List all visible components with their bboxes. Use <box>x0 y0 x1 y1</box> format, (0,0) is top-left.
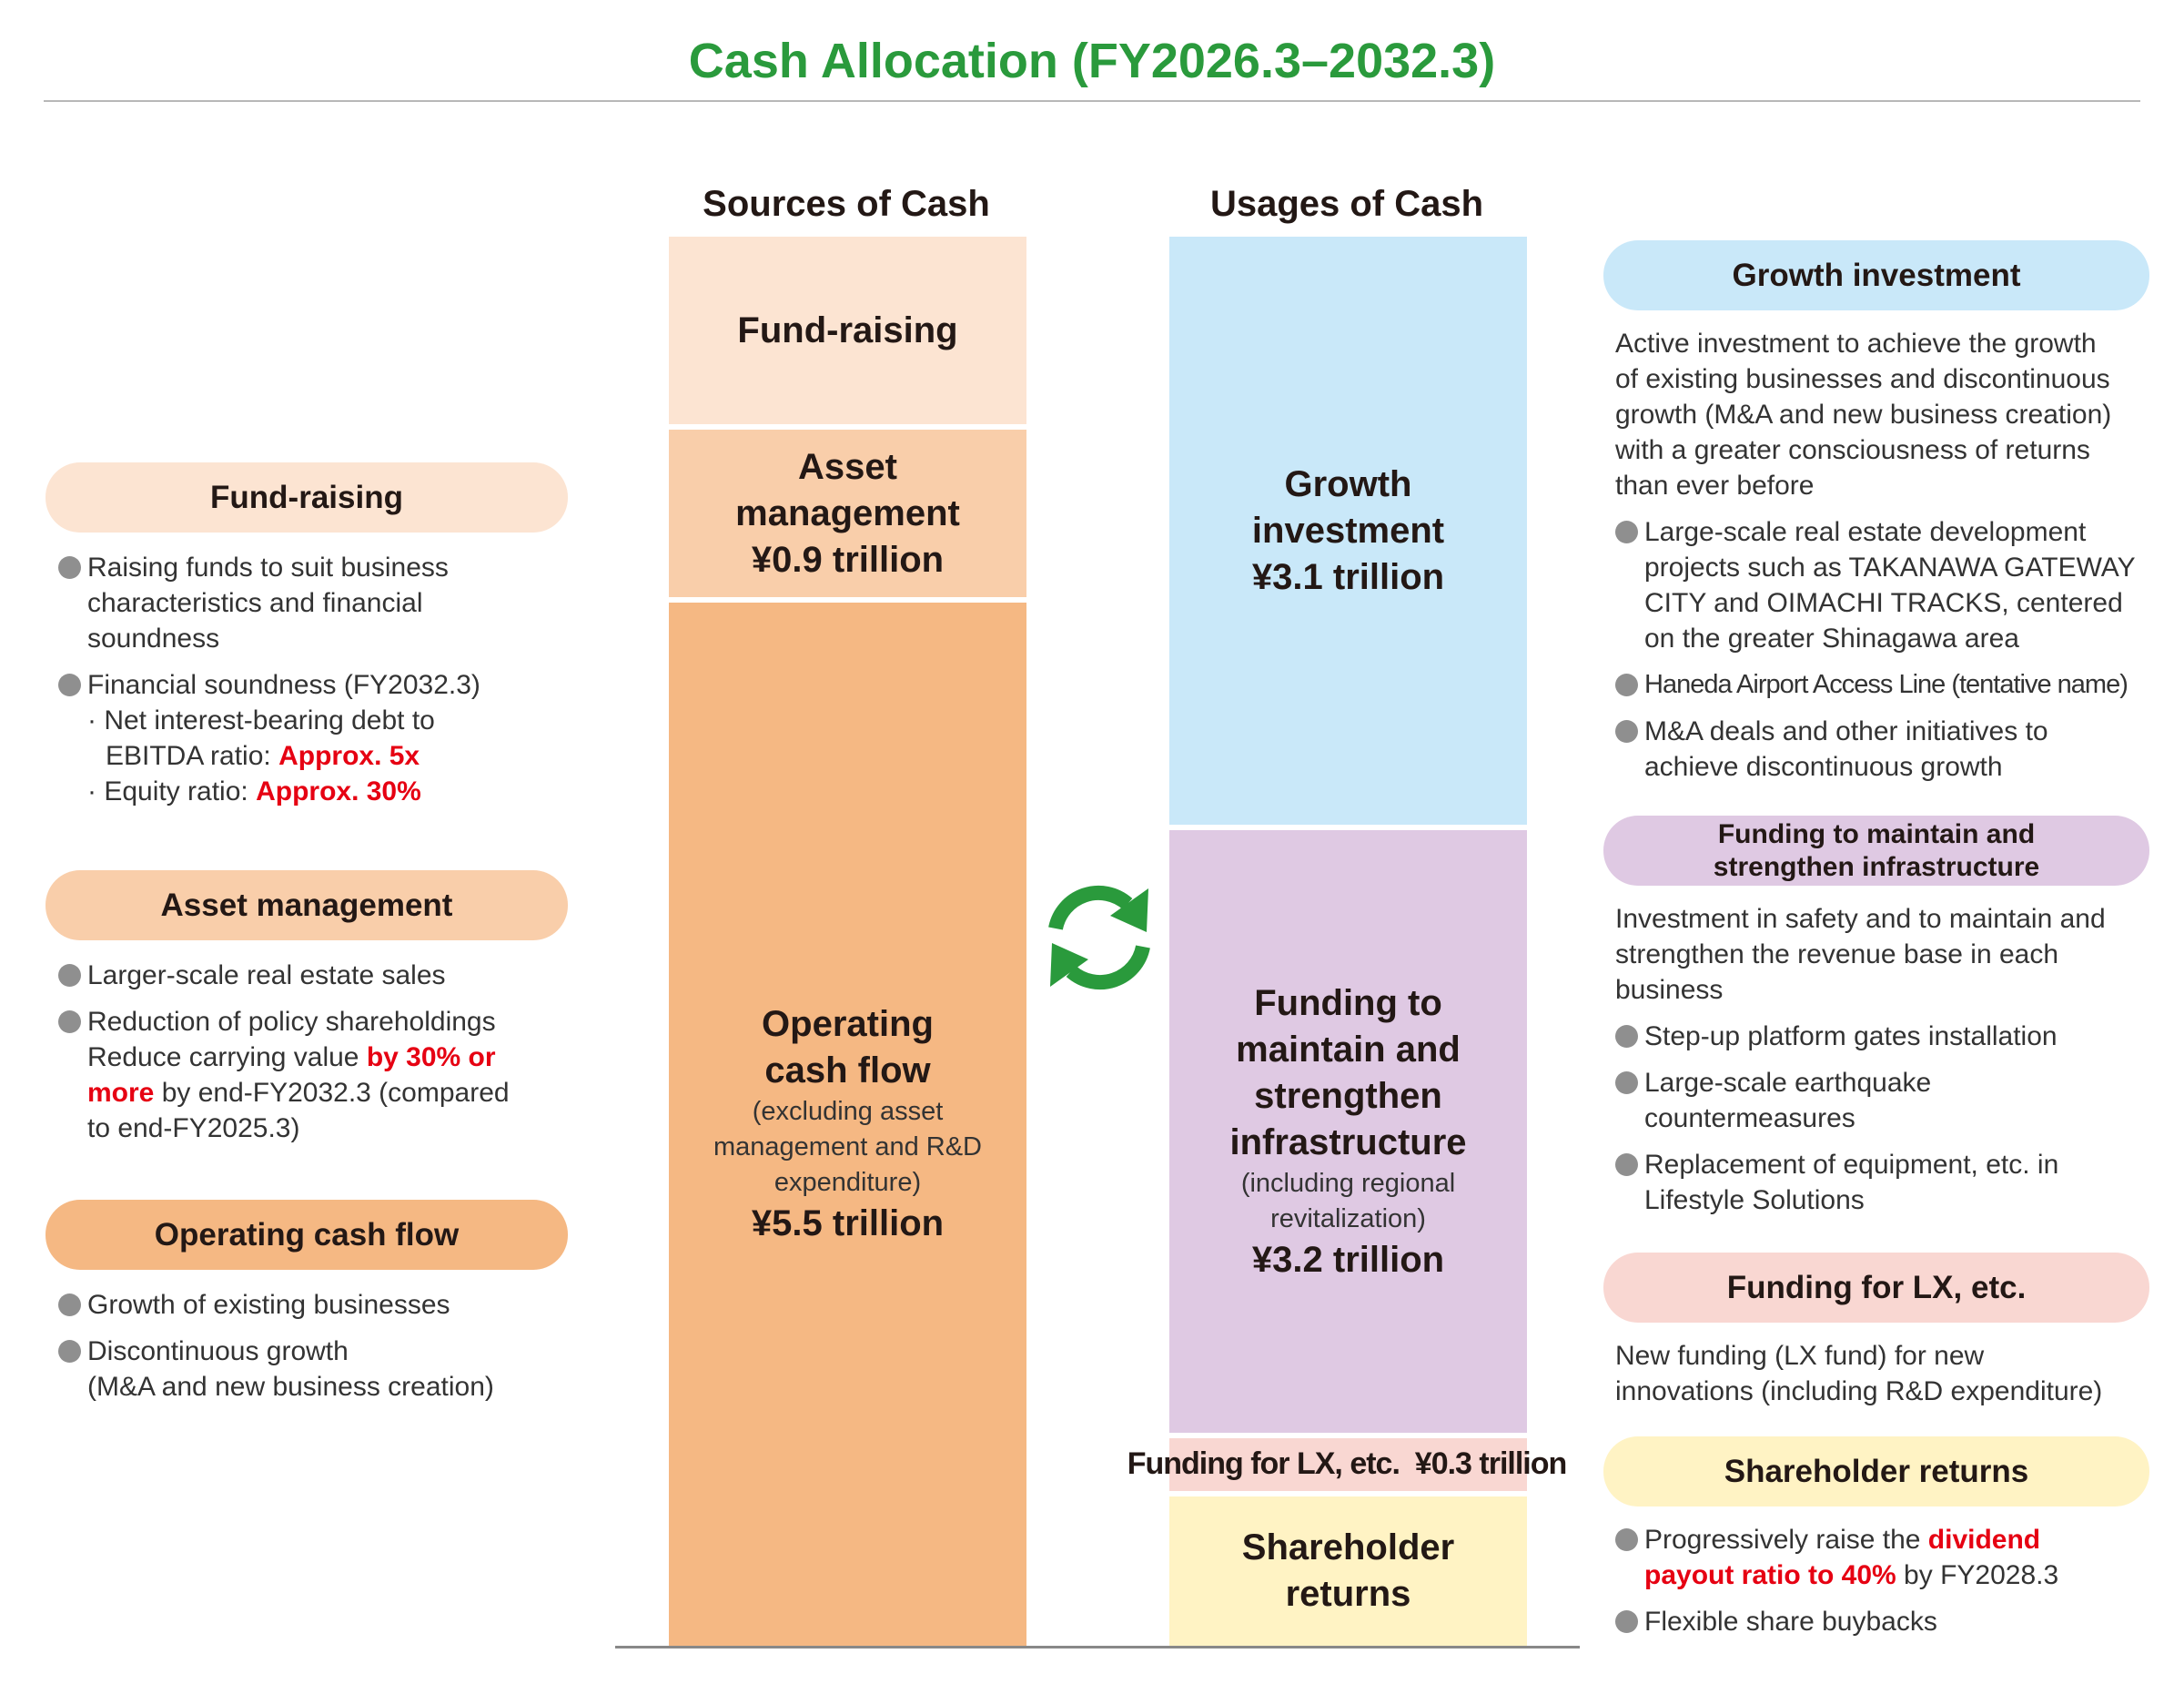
right-growth-header: Growth investment <box>1603 240 2149 310</box>
text-line: Financial soundness (FY2032.3) <box>87 670 480 700</box>
text-line: on the greater Shinagawa area <box>1644 624 2019 654</box>
text-line: Discontinuous growth <box>87 1336 349 1366</box>
right-growth-body <box>1615 326 2152 785</box>
bullet-dot-icon <box>58 1340 81 1363</box>
text-line: than ever before <box>1615 471 1815 501</box>
bullet-dot-icon <box>1615 1071 1638 1094</box>
text-span: · Equity ratio: <box>87 776 257 806</box>
sources-asset-line1: Asset <box>798 446 897 487</box>
right-growth-bullet-2 <box>1615 667 2152 703</box>
bullet-dot-icon <box>1615 720 1638 743</box>
bullet-dot-icon <box>58 964 81 987</box>
highlight-dividend: payout ratio to 40% <box>1644 1560 1896 1590</box>
sources-operating-cf-block <box>669 603 1026 1646</box>
text-line <box>87 1040 568 1075</box>
bullet-dot-icon <box>1615 1025 1638 1048</box>
left-ocf-bullet-1 <box>58 1287 568 1323</box>
usages-infra-note1: (including regional <box>1240 1168 1456 1198</box>
text-line: projects such as TAKANAWA GATEWAY <box>1644 553 2136 583</box>
bullet-dot-icon <box>1615 1153 1638 1176</box>
sources-asset-amount: ¥0.9 trillion <box>751 539 945 580</box>
text-line <box>87 738 568 774</box>
text-line: strengthen the revenue base in each <box>1615 939 2059 969</box>
left-asset-bullet-1 <box>58 958 568 993</box>
text-line: achieve discontinuous growth <box>1644 752 2003 782</box>
sources-ocf-note2: management and R&D <box>713 1132 982 1162</box>
sources-ocf-line2: cash flow <box>764 1050 931 1091</box>
bullet-dot-icon <box>58 556 81 579</box>
usages-shareholder-block <box>1169 1496 1527 1646</box>
right-infra-header <box>1603 816 2149 886</box>
text-line: Reduction of policy shareholdings <box>87 1007 496 1037</box>
sources-asset-management-block <box>669 430 1026 597</box>
bullet-dot-icon <box>1615 1528 1638 1551</box>
usages-infra-line2: maintain and <box>1236 1029 1461 1070</box>
sources-fund-raising-block <box>669 237 1026 424</box>
usages-growth-line2: investment <box>1251 510 1445 551</box>
sources-asset-line2: management <box>735 492 960 533</box>
usages-shareholder-line2: returns <box>1285 1574 1411 1614</box>
text-span: by end-FY2032.3 (compared <box>154 1078 510 1108</box>
bullet-dot-icon <box>1615 1610 1638 1633</box>
left-fund-raising-bullet-1 <box>58 550 568 656</box>
sources-ocf-note3: expenditure) <box>774 1168 922 1197</box>
text-line: Flexible share buybacks <box>1644 1607 1937 1637</box>
text-line: characteristics and financial <box>87 588 423 618</box>
usages-heading: Usages of Cash <box>1209 184 1484 224</box>
right-growth-bullet-3 <box>1615 714 2152 785</box>
baseline-divider <box>615 1646 1580 1648</box>
sources-fund-raising-label: Fund-raising <box>737 309 958 350</box>
left-fund-raising-bullet-2 <box>58 667 568 809</box>
highlight-reduction: more <box>87 1078 155 1108</box>
sources-heading: Sources of Cash <box>703 184 990 224</box>
usages-shareholder-line1: Shareholder <box>1241 1527 1455 1567</box>
right-shareholder-header: Shareholder returns <box>1603 1436 2149 1506</box>
text-line: Large-scale real estate development <box>1644 517 2087 547</box>
text-line: Raising funds to suit business <box>87 553 449 583</box>
right-shareholder-bullet-1 <box>1615 1522 2152 1593</box>
text-span: by FY2028.3 <box>1896 1560 2059 1590</box>
highlight-debt-ratio: Approx. 5x <box>278 741 420 771</box>
text-line: Haneda Airport Access Line (tentative name) <box>1644 670 2128 699</box>
sources-ocf-amount: ¥5.5 trillion <box>751 1203 945 1243</box>
title-divider <box>44 100 2140 102</box>
text-line: Active investment to achieve the growth <box>1615 329 2097 359</box>
text-line <box>1644 1557 2152 1593</box>
text-line: countermeasures <box>1644 1103 1855 1133</box>
sources-ocf-note1: (excluding asset <box>752 1097 944 1126</box>
bullet-dot-icon <box>58 674 81 696</box>
text-line: Investment in safety and to maintain and <box>1615 904 2106 934</box>
page-title: Cash Allocation (FY2026.3–2032.3) <box>688 34 1496 88</box>
usages-infra-line3: strengthen <box>1254 1075 1442 1116</box>
text-line: to end-FY2025.3) <box>87 1113 300 1143</box>
text-line: M&A deals and other initiatives to <box>1644 716 2048 746</box>
text-span: EBITDA ratio: <box>106 741 279 771</box>
left-fund-raising-header: Fund-raising <box>46 462 568 533</box>
right-infra-bullet-1 <box>1615 1019 2152 1054</box>
left-operating-cf-header: Operating cash flow <box>46 1200 568 1270</box>
right-infra-bullet-3 <box>1615 1147 2152 1218</box>
bullet-dot-icon <box>58 1293 81 1316</box>
bullet-dot-icon <box>1615 521 1638 543</box>
header-line: strengthen infrastructure <box>1713 851 2040 882</box>
right-shareholder-body <box>1615 1511 2152 1639</box>
right-lx-header: Funding for LX, etc. <box>1603 1253 2149 1323</box>
text-line: innovations (including R&D expenditure) <box>1615 1376 2103 1406</box>
left-fund-raising-body <box>58 539 568 809</box>
usages-infra-block <box>1169 830 1527 1433</box>
usages-infra-note2: revitalization) <box>1270 1203 1426 1233</box>
text-line: with a greater consciousness of returns <box>1615 435 2090 465</box>
usages-infra-line4: infrastructure <box>1229 1121 1467 1162</box>
highlight-dividend: dividend <box>1927 1525 2041 1555</box>
left-asset-management-header: Asset management <box>46 870 568 940</box>
text-line: Lifestyle Solutions <box>1644 1185 1865 1215</box>
text-line: growth (M&A and new business creation) <box>1615 400 2112 430</box>
text-line: (M&A and new business creation) <box>87 1372 494 1402</box>
right-growth-paragraph <box>1615 326 2152 503</box>
right-infra-paragraph <box>1615 901 2152 1008</box>
text-span: Progressively raise the <box>1644 1525 1928 1555</box>
cycle-arrows-icon <box>1034 872 1165 1003</box>
sources-ocf-line1: Operating <box>762 1004 934 1044</box>
text-line <box>87 1075 568 1111</box>
text-span: Reduce carrying value <box>87 1042 367 1072</box>
text-line: Step-up platform gates installation <box>1644 1021 2058 1051</box>
bullet-dot-icon <box>1615 674 1638 696</box>
text-line: New funding (LX fund) for new <box>1615 1341 1985 1371</box>
left-ocf-bullet-2 <box>58 1334 568 1405</box>
right-shareholder-bullet-2 <box>1615 1604 2152 1639</box>
text-line: Replacement of equipment, etc. in <box>1644 1150 2059 1180</box>
text-line: Large-scale earthquake <box>1644 1068 1932 1098</box>
usages-lx-label: Funding for LX, etc. ¥0.3 trillion <box>1127 1446 1567 1481</box>
usages-growth-block <box>1169 237 1527 825</box>
highlight-equity-ratio: Approx. 30% <box>256 776 421 806</box>
left-operating-cf-body <box>58 1276 568 1405</box>
bullet-dot-icon <box>58 1010 81 1033</box>
usages-growth-line1: Growth <box>1284 463 1412 504</box>
text-line: soundness <box>87 624 220 654</box>
left-asset-bullet-2 <box>58 1004 568 1146</box>
text-line: business <box>1615 975 1724 1005</box>
usages-growth-amount: ¥3.1 trillion <box>1251 556 1445 597</box>
text-line: Growth of existing businesses <box>87 1290 450 1320</box>
text-line: CITY and OIMACHI TRACKS, centered <box>1644 588 2123 618</box>
text-line: of existing businesses and discontinuous <box>1615 364 2110 394</box>
text-line <box>87 774 568 809</box>
right-growth-bullet-1 <box>1615 514 2152 656</box>
right-infra-bullet-2 <box>1615 1065 2152 1136</box>
right-lx-body <box>1615 1338 2152 1409</box>
usages-infra-amount: ¥3.2 trillion <box>1251 1239 1445 1280</box>
text-line: · Net interest-bearing debt to <box>87 705 435 735</box>
usages-infra-line1: Funding to <box>1254 982 1442 1023</box>
left-asset-management-body <box>58 947 568 1146</box>
right-infra-body <box>1615 901 2152 1218</box>
text-line: Larger-scale real estate sales <box>87 960 446 990</box>
text-line <box>1644 1522 2152 1557</box>
header-line: Funding to maintain and <box>1717 818 2036 849</box>
highlight-reduction: by 30% or <box>366 1042 496 1072</box>
